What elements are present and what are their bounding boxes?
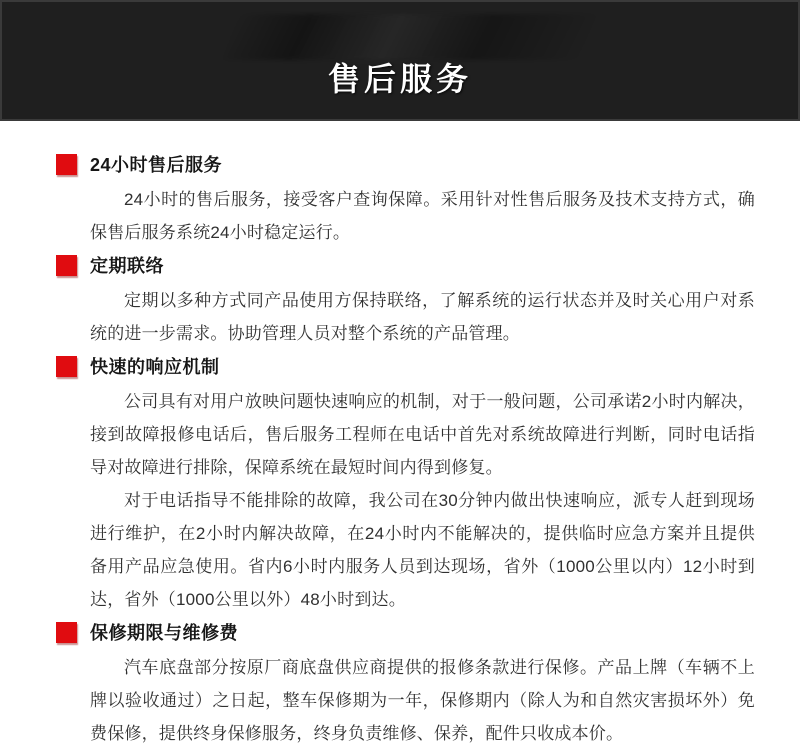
page-header [0, 0, 800, 121]
red-square-bullet-icon [56, 255, 77, 276]
page-title: 售后服务 [327, 61, 472, 97]
section-paragraph: 汽车底盘部分按原厂商底盘供应商提供的报修条款进行保修。产品上牌（车辆不上牌以验收通过）之日起，整车保修期为一年，保修期内（除人为和自然灾害损坏外）免费保修，提供终身保修服务，终身负责维修、保养，配件只收成本价。 [90, 658, 755, 743]
section-heading [90, 355, 755, 380]
section-paragraph: 定期以多种方式同产品使用方保持联络，了解系统的运行状态并及时关心用户对系统的进一步需求。协助管理人员对整个系统的产品管理。 [90, 291, 755, 343]
faint-watermark [223, 14, 598, 60]
section-rapid-response [90, 355, 755, 616]
red-square-bullet-icon [56, 356, 77, 377]
section-heading-label: 定期联络 [90, 256, 164, 276]
section-heading [90, 153, 755, 178]
section-paragraph: 对于电话指导不能排除的故障，我公司在30分钟内做出快速响应，派专人赶到现场进行维护，在2小时内解决故障，在24小时内不能解决的，提供临时应急方案并且提供备用产品应急使用。省内6小时内服务人员到达现场，省外（1000公里以内）12小时到达，省外（1000公里以外）48小时到达。 [90, 491, 755, 609]
red-square-bullet-icon [56, 154, 77, 175]
section-paragraph: 24小时的售后服务，接受客户查询保障。采用针对性售后服务及技术支持方式，确保售后服务系统24小时稳定运行。 [90, 190, 755, 242]
after-sales-content [0, 121, 800, 750]
section-heading [90, 621, 755, 646]
section-heading [90, 254, 755, 279]
section-heading-label: 24小时售后服务 [90, 155, 223, 175]
section-heading-label: 快速的响应机制 [90, 357, 220, 377]
section-24h-service [90, 153, 755, 249]
red-square-bullet-icon [56, 622, 77, 643]
section-warranty [90, 621, 755, 750]
section-heading-label: 保修期限与维修费 [90, 623, 238, 643]
section-regular-contact [90, 254, 755, 350]
section-paragraph: 公司具有对用户放映问题快速响应的机制，对于一般问题，公司承诺2小时内解决，接到故障报修电话后，售后服务工程师在电话中首先对系统故障进行判断，同时电话指导对故障进行排除，保障系统在最短时间内得到修复。 [90, 392, 755, 477]
